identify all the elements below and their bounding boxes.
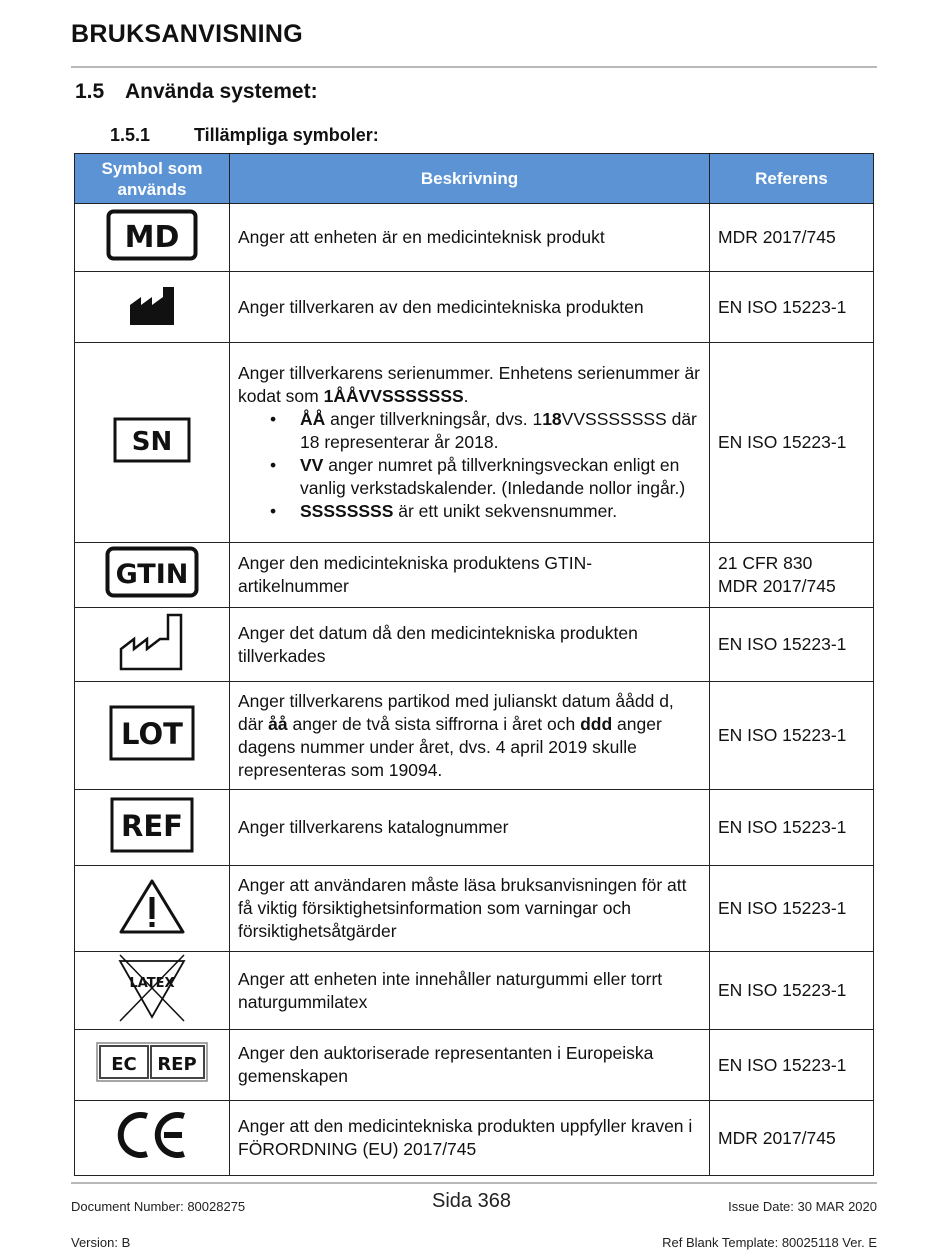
description-cell: Anger tillverkaren av den medicintekniska produkten (230, 272, 710, 343)
description-cell: Anger den medicintekniska produktens GTIN-artikelnummer (230, 543, 710, 608)
reference-cell: EN ISO 15223-1 (710, 790, 874, 866)
header-description: Beskrivning (230, 154, 710, 204)
symbol-cell (75, 952, 230, 1030)
header-reference: Referens (710, 154, 874, 204)
ce-mark-icon (114, 1110, 190, 1160)
svg-text:LOT: LOT (121, 716, 183, 751)
section-title: Använda systemet: (125, 80, 318, 103)
symbol-cell (75, 608, 230, 682)
symbol-cell (75, 543, 230, 608)
reference-cell: EN ISO 15223-1 (710, 1030, 874, 1101)
table-row (75, 952, 874, 1030)
description-cell: Anger att enheten är en medicinteknisk produkt (230, 204, 710, 272)
table-row (75, 543, 874, 608)
footer-issue-date: Issue Date: 30 MAR 2020 (728, 1199, 877, 1214)
reference-cell: EN ISO 15223-1 (710, 866, 874, 952)
symbol-cell (75, 204, 230, 272)
svg-text:MD: MD (124, 219, 180, 255)
sn-icon (113, 417, 191, 463)
description-cell: Anger tillverkarens partikod med julianskt datum åådd d, där åå anger de två sista siffrorna i året och ddd anger dagens nummer under året, dvs. 4 april 2019 skulle representeras som 19094. (230, 682, 710, 790)
table-row (75, 272, 874, 343)
section-heading (75, 80, 318, 104)
lot-icon (109, 705, 195, 761)
reference-cell: EN ISO 15223-1 (710, 608, 874, 682)
serial-bullets (238, 408, 701, 523)
reference-cell: MDR 2017/745 (710, 204, 874, 272)
header-divider (71, 66, 877, 68)
description-cell: Anger att användaren måste läsa bruksanvisningen för att få viktig försiktighetsinformation som varningar och försiktighetsåtgärder (230, 866, 710, 952)
reference-cell: 21 CFR 830 MDR 2017/745 (710, 543, 874, 608)
symbols-table (74, 153, 874, 1176)
symbol-cell (75, 343, 230, 543)
page-number: Sida 368 (432, 1190, 511, 1212)
subsection-title: Tillämpliga symboler: (194, 125, 379, 145)
reference-cell: EN ISO 15223-1 (710, 682, 874, 790)
footer-divider (71, 1182, 877, 1184)
subsection-heading (110, 125, 379, 146)
md-icon (106, 209, 198, 261)
list-item: • SSSSSSSS är ett unikt sekvensnummer. (300, 500, 701, 523)
svg-text:REF: REF (121, 808, 183, 843)
ref-icon (110, 797, 194, 853)
list-item: • VV anger numret på tillverkningsveckan enligt en vanlig verkstadskalender. (Inledande nollor ingår.) (300, 454, 701, 500)
symbol-cell (75, 682, 230, 790)
subsection-number: 1.5.1 (110, 125, 151, 145)
svg-text:GTIN: GTIN (115, 559, 189, 590)
reference-cell: EN ISO 15223-1 (710, 272, 874, 343)
description-cell: Anger det datum då den medicintekniska produkten tillverkades (230, 608, 710, 682)
header-symbol: Symbol som används (75, 154, 230, 204)
table-row (75, 682, 874, 790)
caution-icon (117, 877, 187, 935)
table-row (75, 1101, 874, 1176)
symbol-cell (75, 1101, 230, 1176)
svg-text:REP: REP (157, 1054, 197, 1075)
description-cell: Anger tillverkarens katalognummer (230, 790, 710, 866)
gtin-icon (105, 546, 199, 598)
description-cell: Anger att den medicintekniska produkten uppfyller kraven i FÖRORDNING (EU) 2017/745 (230, 1101, 710, 1176)
document-title: BRUKSANVISNING (71, 20, 303, 48)
table-row (75, 343, 874, 543)
latex-free-icon (114, 953, 190, 1023)
description-cell: Anger den auktoriserade representanten i Europeiska gemenskapen (230, 1030, 710, 1101)
footer-document-number: Document Number: 80028275 (71, 1199, 246, 1214)
table-row (75, 1030, 874, 1101)
serial-intro: Anger tillverkarens serienummer. Enhetens serienummer är kodat som 1ÅÅVVSSSSSSS. (238, 363, 700, 406)
ec-rep-icon (96, 1042, 208, 1082)
symbol-cell (75, 1030, 230, 1101)
table-header-row (75, 154, 874, 204)
reference-cell: EN ISO 15223-1 (710, 343, 874, 543)
section-number: 1.5 (75, 80, 105, 103)
table-row (75, 866, 874, 952)
table-row (75, 790, 874, 866)
svg-text:SN: SN (131, 426, 173, 457)
symbol-cell (75, 790, 230, 866)
footer-template: Ref Blank Template: 80025118 Ver. E (662, 1235, 877, 1250)
table-row (75, 608, 874, 682)
manufacturer-icon (127, 281, 177, 327)
description-cell: Anger att enheten inte innehåller naturgummi eller torrt naturgummilatex (230, 952, 710, 1030)
symbol-cell (75, 272, 230, 343)
symbol-cell (75, 866, 230, 952)
reference-cell: MDR 2017/745 (710, 1101, 874, 1176)
svg-text:LATEX: LATEX (129, 975, 175, 991)
description-cell (230, 343, 710, 543)
footer-version: Version: B (71, 1235, 131, 1250)
list-item: • ÅÅ anger tillverkningsår, dvs. 118VVSSSSSSS där 18 representerar år 2018. (300, 408, 701, 454)
reference-cell: EN ISO 15223-1 (710, 952, 874, 1030)
table-row (75, 204, 874, 272)
svg-text:EC: EC (111, 1054, 137, 1075)
date-of-manufacture-icon (117, 611, 187, 673)
